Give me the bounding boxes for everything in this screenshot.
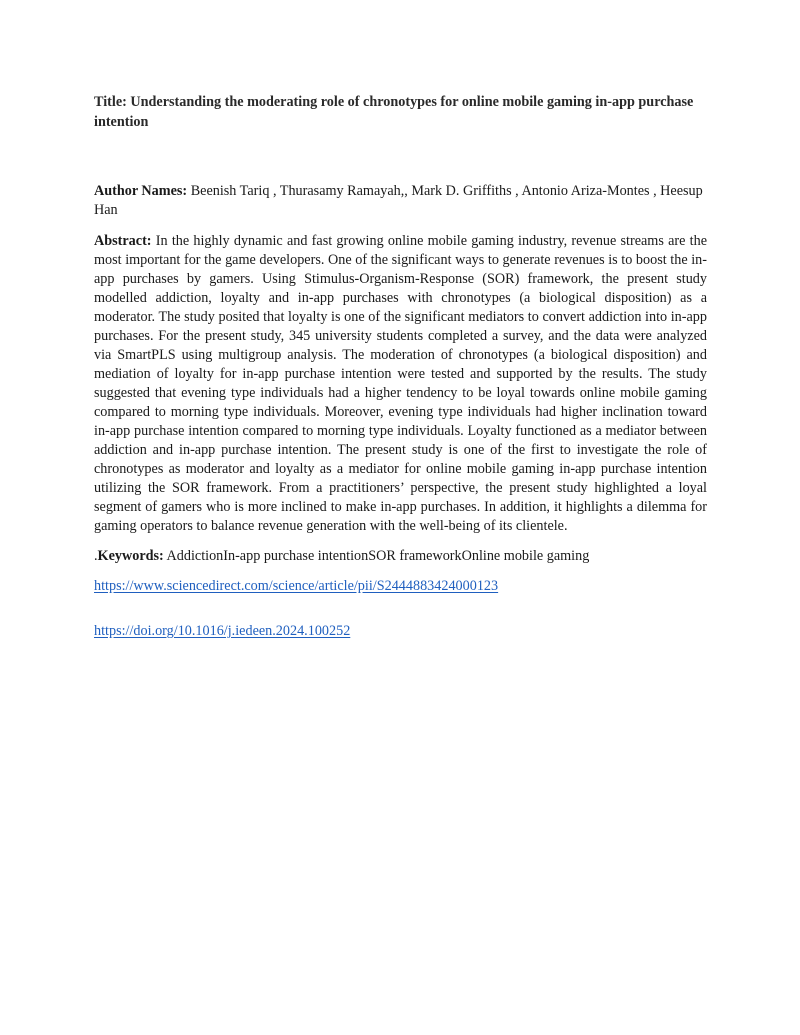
keywords-prefix: . (94, 548, 98, 564)
author-names: Beenish Tariq , Thurasamy Ramayah,, Mark D. Griffiths , Antonio Ariza-Montes , Heesup Han (94, 183, 703, 218)
title-paragraph (94, 92, 707, 132)
abstract-text: In the highly dynamic and fast growing online mobile gaming industry, revenue streams are the most important for the game developers. One of the significant ways to generate revenues is to boost the in-app purchases by gamers. Using Stimulus-Organism-Response (SOR) framework, the present study modelled addiction, loyalty and in-app purchases with chronotypes (a biological disposition) as a moderator. The study posited that loyalty is one of the significant mediators to convert addiction into in-app purchases. For the present study, 345 university students completed a survey, and the data were analyzed via SmartPLS using multigroup analysis. The moderation of chronotypes (a biological disposition) and mediation of loyalty for in-app purchase intention were tested and supported by the results. The study suggested that evening type individuals had a higher tendency to be loyal towards online mobile gaming compared to morning type individuals. Moreover, evening type individuals had higher inclination toward in-app purchase intention compared to morning type individuals. Loyalty functioned as a mediator between addiction and in-app purchase intention. The present study is one of the first to investigate the role of chronotypes as moderator and loyalty as a mediator for online mobile gaming in-app purchase intention utilizing the SOR framework. From a practitioners’ perspective, the present study highlighted a loyal segment of gamers who is more inclined to make in-app purchases. In addition, it highlights a dilemma for gaming operators to balance revenue generation with the well-being of its clientele. (94, 233, 707, 534)
sciencedirect-link-paragraph (94, 577, 707, 596)
keywords-paragraph (94, 547, 707, 566)
abstract-paragraph (94, 232, 707, 536)
authors-paragraph (94, 182, 707, 220)
sciencedirect-link[interactable]: https://www.sciencedirect.com/science/article/pii/S2444883424000123 (94, 578, 499, 594)
document-page (94, 92, 707, 641)
doi-link-paragraph (94, 622, 707, 641)
doi-link[interactable]: https://doi.org/10.1016/j.iedeen.2024.100252 (94, 623, 351, 639)
abstract-label: Abstract: (94, 233, 152, 249)
keywords-label: Keywords: (97, 548, 164, 564)
keywords-text: AddictionIn-app purchase intentionSOR frameworkOnline mobile gaming (166, 548, 590, 564)
title-label: Title: (94, 94, 127, 110)
paper-title: Understanding the moderating role of chronotypes for online mobile gaming in-app purchase intention (94, 94, 694, 130)
authors-label: Author Names: (94, 183, 188, 199)
